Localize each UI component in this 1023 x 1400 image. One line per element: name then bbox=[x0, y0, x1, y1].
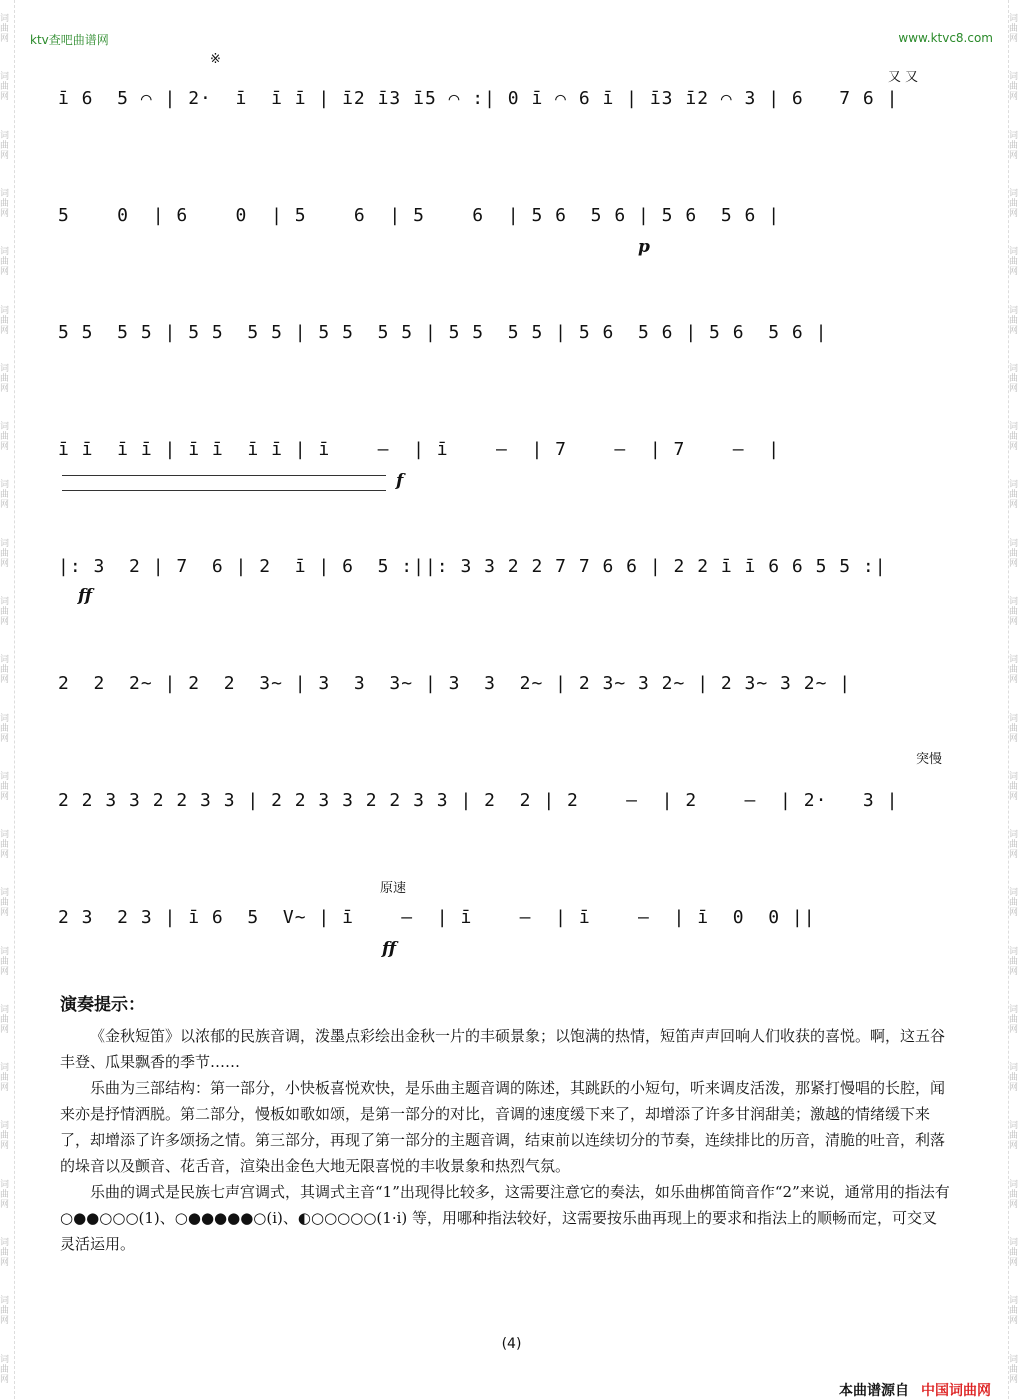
notes-paragraph: 《金秋短笛》以浓郁的民族音调，泼墨点彩绘出金秋一片的丰硕景象；以饱满的热情，短笛声声回响人们收获的喜悦。啊，这五谷丰登、瓜果飘香的季节…… bbox=[60, 1027, 946, 1071]
watermark-text: 词曲网 bbox=[1009, 713, 1019, 744]
watermark-text: 词曲网 bbox=[1009, 305, 1019, 336]
watermark-text: 词曲网 bbox=[0, 1063, 10, 1094]
score-system-7 bbox=[58, 752, 963, 879]
dynamic-marking: ff bbox=[78, 586, 93, 606]
header-site-name[interactable]: ktv查吧曲谱网 bbox=[30, 33, 109, 47]
watermark-text: 词曲网 bbox=[0, 713, 10, 744]
performance-notes bbox=[60, 990, 950, 1257]
watermark-text: 词曲网 bbox=[1009, 888, 1019, 919]
watermark-text: 词曲网 bbox=[0, 655, 10, 686]
watermark-text: 词曲网 bbox=[1009, 422, 1019, 453]
notes-paragraph: 乐曲为三部结构：第一部分，小快板喜悦欢快，是乐曲主题音调的陈述，其跳跃的小短句，听来调皮活泼，那紧打慢唱的长腔，闻来亦是抒情洒脱。第二部分，慢板如歌如颂，是第一部分的对比，音调的速度缓下来了，却增添了许多甘润甜美；激越的情绪缓下来了，却增添了许多颂扬之情。第三部分，再现了第一部分的主题音调，结束前以连续切分的节奏，连续排比的历音，清脆的吐音，利落的垛音以及颤音、花舌音，渲染出金色大地无限喜悦的丰收景象和热烈气氛。 bbox=[60, 1079, 946, 1175]
page-number: (4) bbox=[501, 1336, 522, 1352]
watermark-text: 词曲网 bbox=[0, 247, 10, 278]
notation-line: 5 0 | 6 0 | 5 6 | 5 6 | 5 6 5 6 | 5 6 5 6 | bbox=[58, 205, 781, 226]
watermark-text: 词曲网 bbox=[0, 480, 10, 511]
watermark-text: 词曲网 bbox=[0, 538, 10, 569]
footer-source bbox=[839, 1380, 991, 1400]
notation-line: 2 3 2 3 | ī 6 5 V~ | ī – | ī – | ī – | ī 0 0 || bbox=[58, 907, 816, 928]
watermark-text: 词曲网 bbox=[1009, 14, 1019, 45]
crescendo-hairpin bbox=[62, 475, 386, 491]
watermark-text: 词曲网 bbox=[1009, 538, 1019, 569]
watermark-text: 词曲网 bbox=[1009, 946, 1019, 977]
dynamic-marking: f bbox=[396, 471, 404, 491]
watermark-text: 词曲网 bbox=[1009, 1238, 1019, 1269]
watermark-text: 词曲网 bbox=[0, 305, 10, 336]
notes-heading: 演奏提示： bbox=[60, 995, 145, 1015]
notation-line: 2 2 3 3 2 2 3 3 | 2 2 3 3 2 2 3 3 | 2 2 | 2 – | 2 – | 2· 3 | bbox=[58, 790, 899, 811]
footer-source-label: 本曲谱源自 bbox=[839, 1383, 909, 1399]
dynamic-marking: p bbox=[638, 237, 650, 257]
watermark-text: 词曲网 bbox=[0, 1004, 10, 1035]
watermark-text: 词曲网 bbox=[1009, 655, 1019, 686]
score-system-3 bbox=[58, 294, 963, 411]
watermark-text: 词曲网 bbox=[0, 596, 10, 627]
watermark-text: 词曲网 bbox=[1009, 247, 1019, 278]
watermark-text: 词曲网 bbox=[1009, 1296, 1019, 1327]
score-system-8 bbox=[58, 879, 963, 996]
watermark-text: 词曲网 bbox=[1009, 363, 1019, 394]
segno-mark: ※ bbox=[210, 52, 221, 67]
watermark-text: 词曲网 bbox=[0, 830, 10, 861]
watermark-text: 词曲网 bbox=[0, 363, 10, 394]
footer-site-link[interactable]: 中国词曲网 bbox=[921, 1383, 991, 1399]
score-system-6 bbox=[58, 645, 963, 762]
watermark-text: 词曲网 bbox=[1009, 596, 1019, 627]
watermark-text: 词曲网 bbox=[0, 422, 10, 453]
watermark-text: 词曲网 bbox=[0, 1296, 10, 1327]
watermark-text: 词曲网 bbox=[0, 1121, 10, 1152]
score-system-4 bbox=[58, 411, 963, 528]
watermark-text: 词曲网 bbox=[0, 888, 10, 919]
watermark-text: 词曲网 bbox=[1009, 1179, 1019, 1210]
left-watermark-strip bbox=[0, 0, 15, 1399]
watermark-text: 词曲网 bbox=[0, 188, 10, 219]
tempo-marking: 原速 bbox=[380, 881, 407, 896]
watermark-text: 词曲网 bbox=[1009, 771, 1019, 802]
notes-paragraph: 乐曲的调式是民族七声宫调式，其调式主音“1”出现得比较多，这需要注意它的奏法，如乐曲梆笛筒音作“2”来说，通常用的指法有 ○●●○○○(1)、○●●●●●○(i)、◐○○○○○(1·i) 等，用哪种指法较好，这需要按乐曲再现上的要求和指法上的顺畅而定，可交叉灵活运用。 bbox=[60, 1183, 950, 1253]
watermark-text: 词曲网 bbox=[1009, 1354, 1019, 1385]
watermark-text: 词曲网 bbox=[1009, 830, 1019, 861]
watermark-text: 词曲网 bbox=[1009, 1121, 1019, 1152]
watermark-text: 词曲网 bbox=[1009, 480, 1019, 511]
fingering-mark: 又 又 bbox=[888, 70, 919, 85]
score-system-5 bbox=[58, 528, 963, 645]
watermark-text: 词曲网 bbox=[0, 130, 10, 161]
notation-line: 5 5 5 5 | 5 5 5 5 | 5 5 5 5 | 5 5 5 5 | 5 6 5 6 | 5 6 5 6 | bbox=[58, 322, 828, 343]
notation-line: ī ī ī ī | ī ī ī ī | ī – | ī – | 7 – | 7 – | bbox=[58, 439, 781, 460]
watermark-text: 词曲网 bbox=[0, 771, 10, 802]
watermark-text: 词曲网 bbox=[0, 1179, 10, 1210]
right-watermark-strip bbox=[1008, 0, 1023, 1399]
watermark-text: 词曲网 bbox=[0, 1354, 10, 1385]
watermark-text: 词曲网 bbox=[1009, 188, 1019, 219]
watermark-text: 词曲网 bbox=[0, 946, 10, 977]
notation-line: |: 3 2 | 7 6 | 2 ī | 6 5 :||: 3 3 2 2 7 7 6 6 | 2 2 ī ī 6 6 5 5 :| bbox=[58, 556, 887, 577]
watermark-text: 词曲网 bbox=[0, 14, 10, 45]
watermark-text: 词曲网 bbox=[1009, 130, 1019, 161]
score-system-1 bbox=[58, 52, 963, 177]
watermark-text: 词曲网 bbox=[1009, 1004, 1019, 1035]
notation-line: 2 2 2~ | 2 2 3~ | 3 3 3~ | 3 3 2~ | 2 3~ 3 2~ | 2 3~ 3 2~ | bbox=[58, 673, 852, 694]
header-site-url[interactable]: www.ktvc8.com bbox=[898, 31, 993, 45]
music-score bbox=[58, 52, 963, 996]
dynamic-marking: ff bbox=[382, 939, 397, 959]
watermark-text: 词曲网 bbox=[1009, 1063, 1019, 1094]
watermark-text: 词曲网 bbox=[1009, 72, 1019, 103]
watermark-text: 词曲网 bbox=[0, 72, 10, 103]
watermark-text: 词曲网 bbox=[0, 1238, 10, 1269]
tempo-marking: 突慢 bbox=[916, 752, 943, 767]
score-system-2 bbox=[58, 177, 963, 294]
notation-line: ī 6 5 ⌒ | 2· ī ī ī | ī2 ī3 ī5 ⌒ :| 0 ī ⌒ 6 ī | ī3 ī2 ⌒ 3 | 6 7 6 | bbox=[58, 88, 899, 109]
